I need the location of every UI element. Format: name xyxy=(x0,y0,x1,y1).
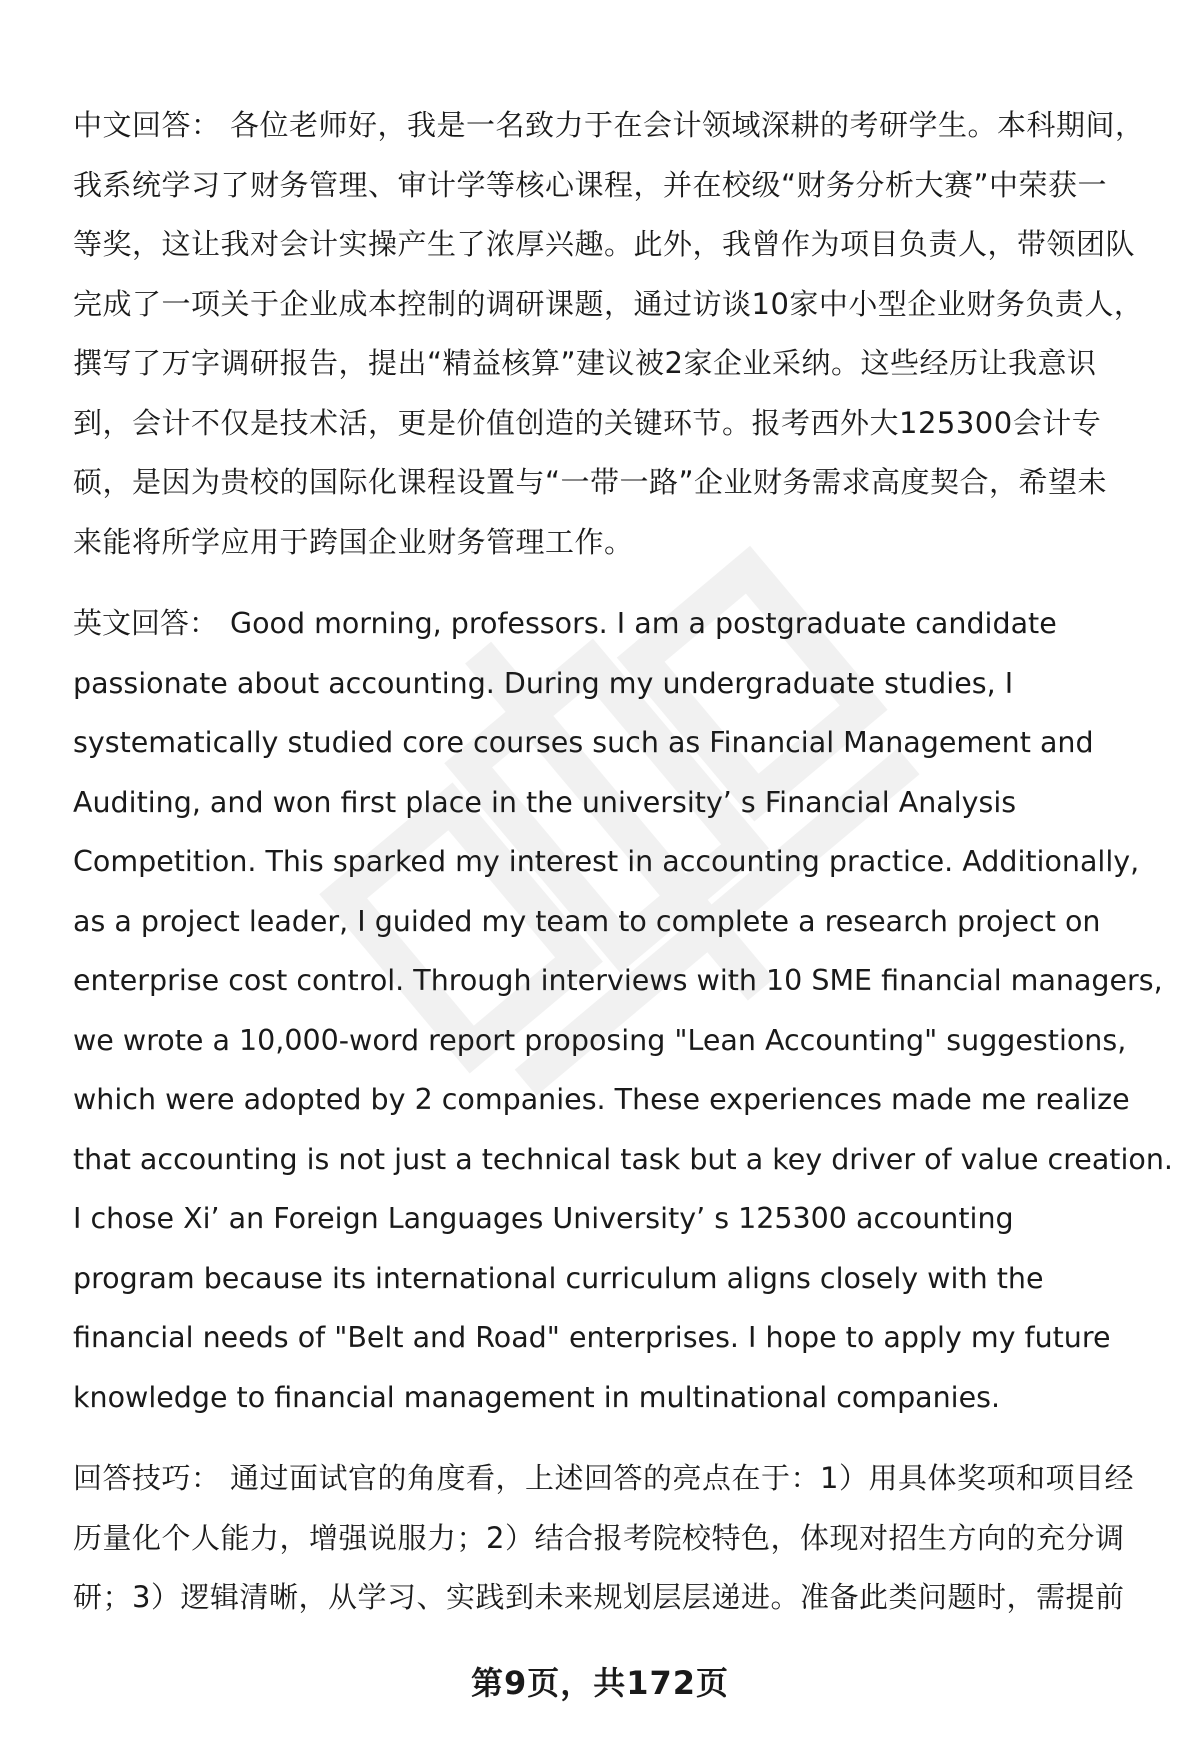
english-answer-line-11: I chose Xi’ an Foreign Languages University’ s 125300 accounting xyxy=(73,1202,1014,1235)
english-answer-line-6: as a project leader, I guided my team to complete a research project on xyxy=(73,904,1101,938)
page-number-footer: 第9页，共172页 xyxy=(470,1664,730,1702)
chinese-answer-line-6: 到，会计不仅是技术活，更是价值创造的关键环节。报考西外大125300会计专 xyxy=(73,405,1102,440)
english-answer-line-8: we wrote a 10,000-word report proposing "Lean Accounting" suggestions, xyxy=(73,1023,1127,1057)
english-answer-line-5: Competition. This sparked my interest in accounting practice. Additionally, xyxy=(73,845,1140,878)
answer-tips-line-2: 历量化个人能力，增强说服力；2）结合报考院校特色，体现对招生方向的充分调 xyxy=(73,1520,1125,1555)
english-answer-line-4: Auditing, and won first place in the university’ s Financial Analysis xyxy=(73,785,1017,819)
answer-tips-line-1: 回答技巧： 通过面试官的角度看，上述回答的亮点在于：1）用具体奖项和项目经 xyxy=(73,1449,1153,1509)
english-answer-line-14: knowledge to financial management in multinational companies. xyxy=(73,1380,1001,1414)
chinese-answer-label: 中文回答： xyxy=(73,108,221,142)
english-answer-section xyxy=(73,594,1173,1427)
english-answer-line-1: 英文回答： Good morning, professors. I am a postgraduate candidate xyxy=(73,594,1153,654)
chinese-answer-section xyxy=(73,96,1153,572)
english-answer-line-13: financial needs of "Belt and Road" enterprises. I hope to apply my future xyxy=(73,1321,1111,1354)
answer-tips-line-3: 研；3）逻辑清晰，从学习、实践到未来规划层层递进。准备此类问题时，需提前 xyxy=(73,1580,1125,1614)
chinese-answer-line-8: 来能将所学应用于跨国企业财务管理工作。 xyxy=(73,524,634,559)
english-answer-line-12: program because its international curriculum aligns closely with the xyxy=(73,1261,1044,1295)
chinese-answer-line-4: 完成了一项关于企业成本控制的调研课题，通过访谈10家中小型企业财务负责人， xyxy=(73,286,1144,321)
answer-tips-section xyxy=(73,1449,1153,1628)
english-answer-line-10: that accounting is not just a technical task but a key driver of value creation. xyxy=(73,1142,1173,1176)
chinese-answer-line-7: 硕，是因为贵校的国际化课程设置与“一带一路”企业财务需求高度契合，希望未 xyxy=(73,465,1108,499)
chinese-answer-line-1: 中文回答： 各位老师好，我是一名致力于在会计领域深耕的考研学生。本科期间， xyxy=(73,96,1153,156)
main-content xyxy=(73,96,1173,1650)
english-answer-label: 英文回答： xyxy=(73,606,219,640)
english-answer-line-2: passionate about accounting. During my undergraduate studies, I xyxy=(73,666,1014,700)
answer-tips-label: 回答技巧： xyxy=(73,1461,221,1495)
english-answer-line-3: systematically studied core courses such as Financial Management and xyxy=(73,726,1094,759)
english-answer-line-9: which were adopted by 2 companies. These experiences made me realize xyxy=(73,1083,1130,1116)
chinese-answer-line-5: 撰写了万字调研报告，提出“精益核算”建议被2家企业采纳。这些经历让我意识 xyxy=(73,346,1097,380)
english-answer-line-7: enterprise cost control. Through interviews with 10 SME financial managers, xyxy=(73,964,1163,997)
chinese-answer-line-3: 等奖，这让我对会计实操产生了浓厚兴趣。此外，我曾作为项目负责人，带领团队 xyxy=(73,227,1136,261)
chinese-answer-line-2: 我系统学习了财务管理、审计学等核心课程，并在校级“财务分析大赛”中荣获一 xyxy=(73,167,1108,202)
